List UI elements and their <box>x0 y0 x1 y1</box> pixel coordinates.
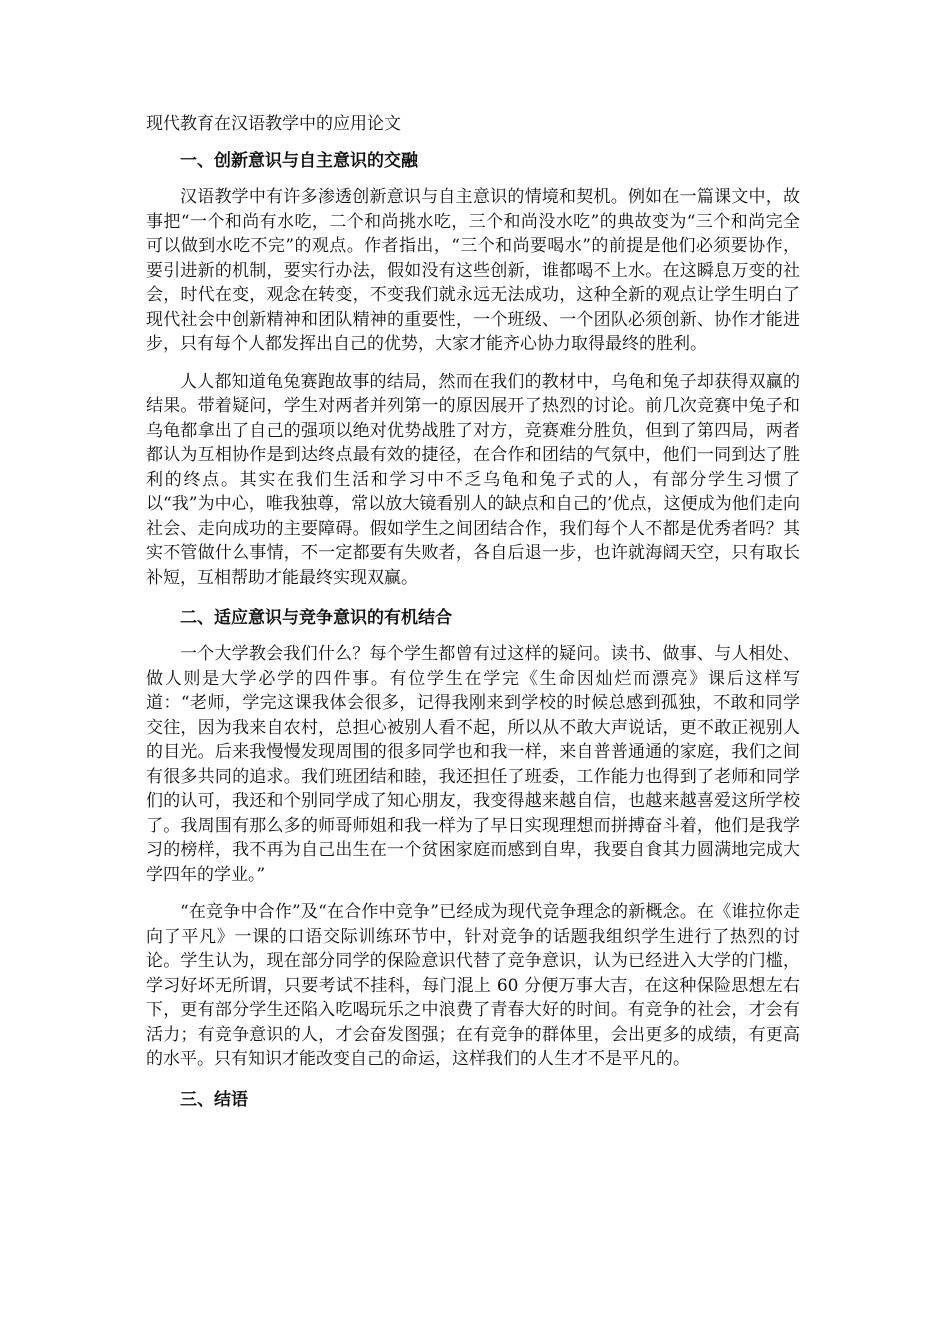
document-page <box>146 112 800 1124</box>
paragraph: 一个大学教会我们什么？每个学生都曾有过这样的疑问。读书、做事、与人相处、做人则是大学必学的四件事。有位学生在学完《生命因灿烂而漂亮》课后这样写道：“老师，学完这课我体会很多，记得我刚来到学校的时候总感到孤独，不敢和同学交往，因为我来自农村，总担心被别人看不起，所以从不敢大声说话，更不敢正视别人的目光。后来我慢慢发现周围的很多同学也和我一样，来自普普通通的家庭，我们之间有很多共同的追求。我们班团结和睦，我还担任了班委，工作能力也得到了老师和同学们的认可，我还和个别同学成了知心朋友，我变得越来越自信，也越来越喜爱这所学校了。我周围有那么多的师哥师姐和我一样为了早日实现理想而拼搏奋斗着，他们是我学习的榜样，我不再为自己出生在一个贫困家庭而感到自卑，我要自食其力圆满地完成大学四年的学业。” <box>146 644 800 885</box>
document-title: 现代教育在汉语教学中的应用论文 <box>146 114 401 134</box>
paragraph: 人人都知道龟兔赛跑故事的结局，然而在我们的教材中，乌龟和兔子却获得双赢的结果。带着疑问，学生对两者并列第一的原因展开了热烈的讨论。前几次竞赛中兔子和乌龟都拿出了自己的强项以绝对优势战胜了对方，竞赛难分胜负，但到了第四局，两者都认为互相协作是到达终点最有效的捷径，在合作和团结的气氛中，他们一同到达了胜利的终点。其实在我们生活和学习中不乏乌龟和兔子式的人，有部分学生习惯了以“我”为中心，唯我独尊，常以放大镜看别人的缺点和自己的’优点，这便成为他们走向社会、走向成功的主要障碍。假如学生之间团结合作，我们每个人不都是优秀者吗？其实不管做什么事情，不一定都要有失败者，各自后退一步，也许就海阔天空，只有取长补短，互相帮助才能最终实现双赢。 <box>146 371 800 588</box>
paragraph: “在竞争中合作”及“在合作中竞争”已经成为现代竞争理念的新概念。在《谁拉你走向了平凡》一课的口语交际训练环节中，针对竞争的话题我组织学生进行了热烈的讨论。学生认为，现在部分同学的保险意识代替了竞争意识，认为已经进入大学的门槛，学习好坏无所谓，只要考试不挂科，每门混上 60 分便万事大吉，在这种保险思想左右下，更有部分学生还陷入吃喝玩乐之中浪费了青春大好的时间。有竞争的社会，才会有活力；有竞争意识的人，才会奋发图强；在有竞争的群体里，会出更多的成绩，有更高的水平。只有知识才能改变自己的命运，这样我们的人生才不是平凡的。 <box>146 902 800 1069</box>
section-heading-2: 二、适应意识与竞争意识的有机结合 <box>180 608 452 628</box>
section-heading-3: 三、结语 <box>180 1089 248 1110</box>
paragraph: 汉语教学中有许多渗透创新意识与自主意识的情境和契机。例如在一篇课文中，故事把“一个和尚有水吃，二个和尚挑水吃，三个和尚没水吃”的典故变为“三个和尚完全可以做到水吃不完”的观点。作者指出，“三个和尚要喝水”的前提是他们必须要协作，要引进新的机制，要实行办法，假如没有这些创新，谁都喝不上水。在这瞬息万变的社会，时代在变，观念在转变，不变我们就永远无法成功，这种全新的观点让学生明白了现代社会中创新精神和团队精神的重要性，一个班级、一个团队必须创新、协作才能进步，只有每个人都发挥出自己的优势，大家才能齐心协力取得最终的胜利。 <box>146 187 800 354</box>
section-heading-1: 一、创新意识与自主意识的交融 <box>180 151 418 171</box>
